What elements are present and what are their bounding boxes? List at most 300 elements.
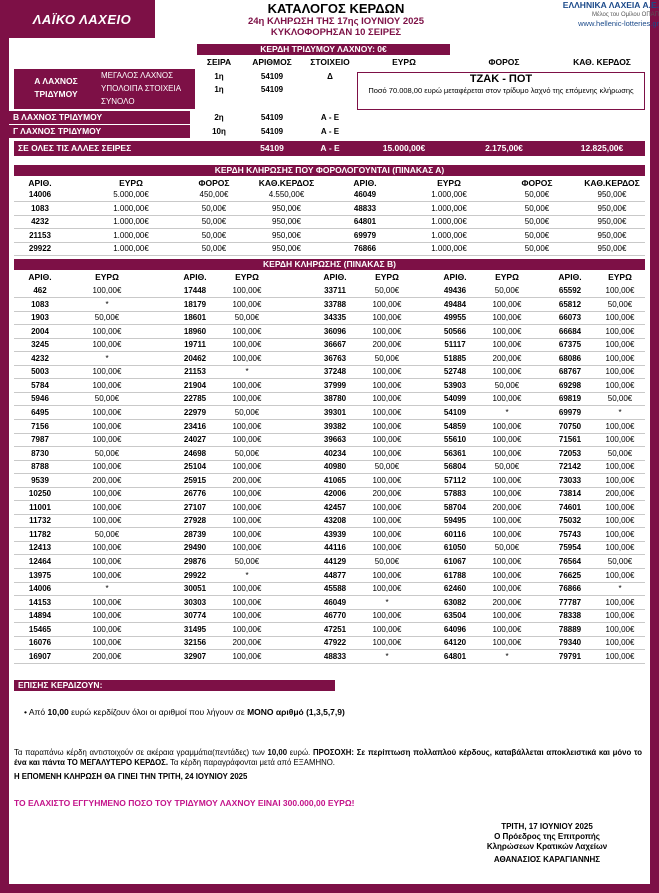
table-b-cell: 76866 [558, 584, 582, 594]
website-link[interactable]: www.hellenic-lotteries.gr [578, 19, 659, 28]
table-b-cell: 57112 [444, 475, 466, 485]
table-b-cell: 60116 [444, 529, 466, 539]
table-b-cell: 43939 [323, 529, 347, 539]
table-b-cell: 11732 [29, 516, 51, 526]
table-b-row-divider [14, 378, 645, 379]
table-b-cell: 100,00€ [232, 584, 262, 594]
table-a-cell: 4.550,00€ [268, 190, 305, 199]
table-b-cell: 100,00€ [605, 502, 635, 512]
table-b-cell: 100,00€ [92, 557, 122, 566]
signature-block [449, 822, 645, 865]
a-row2-seira: 1η [214, 85, 224, 94]
page-title: ΚΑΤΑΛΟΓΟΣ ΚΕΡΔΩΝ [267, 1, 405, 16]
table-b-cell: 100,00€ [232, 516, 262, 526]
table-b-header: ΕΥΡΩ [608, 272, 632, 282]
table-b-cell: 100,00€ [605, 353, 635, 363]
table-b-cell: 64801 [443, 651, 467, 661]
table-b-cell: 100,00€ [92, 421, 122, 431]
table-b-header: ΑΡΙΘ. [323, 272, 347, 282]
table-b-cell: 100,00€ [92, 462, 122, 472]
table-b-cell: 47922 [323, 638, 347, 648]
table-b-cell: 73033 [558, 475, 582, 485]
table-b-cell: 1903 [31, 313, 49, 323]
table-b-cell: 100,00€ [492, 624, 522, 634]
table-b-cell: 100,00€ [605, 597, 635, 607]
table-b-cell: 51117 [444, 340, 466, 350]
table-b-cell: 50,00€ [494, 543, 520, 553]
table-b-cell: 65812 [558, 299, 582, 309]
table-b-cell: 52748 [443, 367, 467, 377]
table-b-cell: 29876 [183, 557, 207, 566]
table-b-cell: 71561 [558, 435, 582, 445]
table-a-cell: 950,00€ [597, 230, 627, 240]
table-b-cell: 100,00€ [492, 584, 522, 594]
table-b-cell: 200,00€ [232, 638, 262, 648]
b-row-element: Α - Ε [320, 113, 340, 122]
table-a-header: ΕΥΡΩ [437, 178, 461, 188]
table-b-row-divider [14, 473, 645, 474]
table-b-cell: 15465 [28, 624, 52, 634]
table-b-cell: 100,00€ [605, 313, 635, 323]
table-b-cell: 18601 [183, 313, 207, 323]
table-b-row-divider [14, 324, 645, 325]
table-b-header: ΕΥΡΩ [235, 272, 259, 282]
table-b-cell: 50,00€ [94, 394, 120, 404]
table-b-cell: 100,00€ [492, 313, 522, 323]
table-a-header: ΑΡΙΘ. [353, 178, 377, 188]
table-b-cell: 54109 [443, 407, 467, 417]
table-b-header: ΑΡΙΘ. [183, 272, 207, 282]
table-a-cell: 29922 [28, 244, 52, 253]
b-row-seira: 2η [214, 113, 224, 122]
table-b-cell: 100,00€ [92, 570, 122, 580]
table-b-cell: 4232 [31, 353, 49, 363]
col-header-number: ΑΡΙΘΜΟΣ [252, 57, 292, 67]
table-b-cell: 100,00€ [92, 367, 122, 377]
table-b-cell: 50,00€ [94, 529, 120, 539]
table-b-cell: * [105, 353, 109, 363]
table-b-cell: 100,00€ [232, 353, 262, 363]
table-b-cell: 100,00€ [92, 624, 122, 634]
table-b-cell: 41065 [323, 475, 347, 485]
table-b-row-divider [14, 663, 645, 664]
table-a-cell: 1.000,00€ [113, 244, 149, 253]
table-b-cell: 100,00€ [92, 407, 122, 417]
table-b-cell: 100,00€ [605, 529, 635, 539]
table-b-cell: 100,00€ [605, 326, 635, 336]
table-b-cell: 42457 [323, 502, 347, 512]
table-b-row-divider [14, 622, 645, 623]
col-header-tax: ΦΟΡΟΣ [488, 57, 520, 67]
table-a-cell: 1.000,00€ [431, 203, 467, 213]
table-b-cell: 17448 [183, 286, 207, 295]
table-a-cell: 450,00€ [199, 190, 229, 199]
table-b-cell: 46049 [323, 597, 347, 607]
a-row2-number: 54109 [260, 85, 284, 94]
table-b-cell: 63082 [443, 597, 467, 607]
table-b-cell: 68086 [558, 353, 582, 363]
table-b-cell: 50,00€ [234, 448, 260, 458]
table-b-cell: 100,00€ [92, 286, 122, 295]
table-b-cell: 200,00€ [92, 475, 122, 485]
table-b-cell: * [505, 407, 509, 417]
table-b-cell: 45588 [323, 584, 347, 594]
table-b-cell: 50,00€ [374, 557, 400, 566]
table-a-cell: 950,00€ [272, 230, 301, 240]
table-b-cell: 62460 [443, 584, 467, 594]
table-b-cell: 100,00€ [492, 421, 522, 431]
all-series-row [14, 141, 645, 156]
table-b-cell: 12413 [28, 543, 52, 553]
table-b-cell: 64120 [443, 638, 467, 648]
table-b-cell: 29490 [183, 543, 207, 553]
table-b-cell: 64096 [443, 624, 467, 634]
table-b-cell: 39382 [323, 421, 347, 431]
table-b-cell: 100,00€ [372, 435, 402, 445]
table-a-cell: 50,00€ [524, 230, 550, 240]
table-b-cell: 100,00€ [232, 597, 262, 607]
table-b-row-divider [14, 338, 645, 339]
table-b-cell: 16076 [28, 638, 52, 648]
table-b-cell: 28739 [183, 529, 207, 539]
table-b-row-divider [14, 487, 645, 488]
table-b-cell: 200,00€ [372, 489, 402, 499]
triple-winnings-bar: ΚΕΡΔΗ ΤΡΙΔΥΜΟΥ ΛΑΧΝΟΥ: 0€ [197, 44, 450, 55]
table-b-row-divider [14, 514, 645, 515]
table-b-cell: 100,00€ [372, 407, 402, 417]
signature-role1: Ο Πρόεδρος της Επιτροπής [494, 832, 600, 841]
table-b-cell: 69979 [558, 407, 582, 417]
table-b-cell: * [505, 651, 509, 661]
table-b-cell: 100,00€ [605, 624, 635, 634]
table-b-cell: 2004 [31, 326, 49, 336]
also-win-bar: ΕΠΙΣΗΣ ΚΕΡΔΙΖΟΥΝ: [14, 680, 335, 691]
table-b-cell: 100,00€ [605, 380, 635, 390]
table-b-cell: 100,00€ [92, 326, 122, 336]
table-b-cell: 50,00€ [607, 557, 633, 566]
table-b-cell: 200,00€ [372, 340, 402, 350]
table-b-cell: 79791 [558, 651, 582, 661]
table-b-header: ΕΥΡΩ [95, 272, 119, 282]
table-b-cell: 100,00€ [492, 489, 522, 499]
table-b-cell: 100,00€ [232, 394, 262, 404]
table-b-cell: * [618, 584, 622, 594]
table-b-row-divider [14, 365, 645, 366]
table-b-cell: 100,00€ [232, 340, 262, 350]
table-b-cell: 56804 [443, 462, 467, 472]
table-b-cell: 21904 [183, 380, 207, 390]
table-b-header: ΑΡΙΘ. [28, 272, 52, 282]
table-b-header: ΕΥΡΩ [375, 272, 399, 282]
table-b-cell: 200,00€ [492, 502, 522, 512]
table-b-cell: 100,00€ [92, 597, 122, 607]
table-a-cell: 69979 [353, 230, 377, 240]
table-b-row-divider [14, 554, 645, 555]
table-b-cell: 100,00€ [605, 570, 635, 580]
table-b-cell: 100,00€ [372, 502, 402, 512]
table-b-cell: * [385, 651, 389, 661]
table-b-cell: 100,00€ [605, 611, 635, 621]
table-b-cell: 21153 [184, 367, 206, 377]
table-b-cell: 3245 [31, 340, 49, 350]
table-b-row-divider [14, 433, 645, 434]
table-a-cell: 64801 [353, 217, 377, 226]
table-b-cell: 49955 [443, 313, 467, 323]
table-b-cell: 29922 [183, 570, 207, 580]
table-b-cell: 22785 [183, 394, 207, 404]
table-a-row-divider [14, 255, 645, 256]
table-b-cell: 100,00€ [605, 421, 635, 431]
all-series-net: 12.825,00€ [580, 143, 624, 153]
table-b-cell: 100,00€ [232, 529, 262, 539]
table-b-cell: 50,00€ [494, 380, 520, 390]
table-b-cell: 10250 [28, 489, 52, 499]
table-b-cell: 100,00€ [232, 651, 262, 661]
table-b-header: ΑΡΙΘ. [558, 272, 582, 282]
table-b-cell: 30774 [183, 611, 207, 621]
table-a-cell: 50,00€ [201, 244, 227, 253]
table-a-cell: 950,00€ [597, 190, 627, 199]
table-b-cell: 100,00€ [492, 475, 522, 485]
table-b-cell: 66684 [558, 326, 582, 336]
table-b-cell: 100,00€ [492, 340, 522, 350]
table-b-cell: 44116 [324, 543, 346, 553]
table-b-cell: 100,00€ [232, 462, 262, 472]
table-b-cell: 38780 [323, 394, 347, 404]
a-lachnos-label: Α ΛΑΧΝΟΣ ΤΡΙΔΥΜΟΥ [14, 69, 98, 109]
table-b-cell: 100,00€ [492, 611, 522, 621]
table-b-cell: 100,00€ [492, 435, 522, 445]
col-header-euro: ΕΥΡΩ [392, 57, 416, 67]
a-lachnos-sublabels: ΜΕΓΑΛΟΣ ΛΑΧΝΟΣ ΥΠΟΛΟΙΠΑ ΣΤΟΙΧΕΙΑ ΣΥΝΟΛΟ [98, 69, 195, 109]
all-series-label: ΣΕ ΟΛΕΣ ΤΙΣ ΑΛΛΕΣ ΣΕΙΡΕΣ [18, 143, 132, 153]
table-b-row-divider [14, 609, 645, 610]
table-b-cell: 27928 [183, 516, 207, 526]
table-a-cell: 50,00€ [201, 217, 227, 226]
table-b-cell: 66073 [558, 313, 582, 323]
table-b-cell: 100,00€ [232, 435, 262, 445]
table-b-cell: 100,00€ [605, 462, 635, 472]
table-b-cell: 50566 [443, 326, 467, 336]
table-b-cell: 25104 [183, 462, 207, 472]
table-b-cell: 100,00€ [372, 475, 402, 485]
table-b-row-divider [14, 568, 645, 569]
table-b-cell: 100,00€ [232, 286, 262, 295]
next-draw-notice: Η ΕΠΟΜΕΝΗ ΚΛΗΡΩΣΗ ΘΑ ΓΙΝΕΙ ΤΗΝ ΤΡΙΤΗ, 24 ΙΟΥΝΙΟΥ 2025 [14, 772, 248, 781]
table-b-cell: 40980 [323, 462, 347, 472]
table-b-cell: 7987 [31, 435, 49, 445]
table-b-cell: 8730 [31, 448, 49, 458]
table-b-cell: 100,00€ [492, 516, 522, 526]
table-b-cell: 100,00€ [605, 435, 635, 445]
table-a-cell: 950,00€ [272, 244, 301, 253]
table-a-cell: 5.000,00€ [113, 190, 149, 199]
table-b-cell: 57883 [443, 489, 467, 499]
table-b-cell: 100,00€ [92, 516, 122, 526]
table-b-cell: 13975 [28, 570, 52, 580]
table-b-cell: 100,00€ [372, 448, 402, 458]
table-b-cell: * [105, 299, 109, 309]
col-header-seira: ΣΕΙΡΑ [206, 57, 232, 67]
table-b-cell: 200,00€ [232, 475, 262, 485]
table-b-header: ΕΥΡΩ [495, 272, 519, 282]
table-b-cell: * [245, 570, 249, 580]
table-b-cell: 53903 [443, 380, 467, 390]
table-b-cell: 50,00€ [374, 353, 400, 363]
table-b-cell: 100,00€ [605, 340, 635, 350]
table-b-cell: 31495 [183, 624, 207, 634]
table-b-cell: 75954 [558, 543, 582, 553]
table-b-cell: 50,00€ [234, 407, 260, 417]
table-b-cell: 100,00€ [232, 299, 262, 309]
table-a-cell: 76866 [353, 244, 377, 253]
table-b-cell: 100,00€ [605, 651, 635, 661]
all-series-element: Α - Ε [320, 143, 340, 153]
table-b-cell: 100,00€ [492, 299, 522, 309]
table-b-cell: 69819 [558, 394, 582, 404]
table-b-cell: 50,00€ [94, 313, 120, 323]
table-b-cell: 100,00€ [372, 529, 402, 539]
table-b-cell: 100,00€ [492, 529, 522, 539]
table-b-cell: 30303 [183, 597, 207, 607]
table-b-row-divider [14, 636, 645, 637]
table-b-cell: 5003 [31, 367, 49, 377]
table-a-cell: 14006 [28, 190, 52, 199]
table-b-cell: 200,00€ [605, 489, 635, 499]
table-b-cell: 32156 [183, 638, 207, 648]
table-b-cell: 39663 [323, 435, 347, 445]
table-a-cell: 50,00€ [524, 244, 550, 253]
table-b-row-divider [14, 595, 645, 596]
table-b-cell: 77787 [558, 597, 582, 607]
table-b-cell: 73814 [558, 489, 582, 499]
table-b-cell: 75743 [558, 529, 582, 539]
table-b-cell: 1083 [31, 299, 49, 309]
table-a-row-divider [14, 242, 645, 243]
table-b-cell: 100,00€ [372, 299, 402, 309]
document-header [204, 2, 468, 38]
table-b-cell: 100,00€ [372, 421, 402, 431]
table-b-cell: 100,00€ [92, 502, 122, 512]
table-a-row-divider [14, 201, 645, 202]
table-a-cell: 1.000,00€ [113, 203, 149, 213]
table-b-row-divider [14, 527, 645, 528]
table-b-cell: 100,00€ [605, 367, 635, 377]
c-row-seira: 10η [212, 127, 226, 136]
table-b-cell: 100,00€ [232, 611, 262, 621]
jackpot-title: ΤΖΑΚ - ΠΟΤ [469, 73, 533, 85]
table-b-cell: 100,00€ [372, 380, 402, 390]
table-b-cell: 100,00€ [372, 543, 402, 553]
table-b-cell: 47251 [323, 624, 347, 634]
table-b-cell: 50,00€ [494, 462, 520, 472]
table-a-cell: 950,00€ [272, 203, 301, 213]
series-info: ΚΥΚΛΟΦΟΡΗΣΑΝ 10 ΣΕΙΡΕΣ [270, 27, 402, 38]
table-b-cell: 55610 [443, 435, 467, 445]
table-b-cell: 78338 [558, 611, 582, 621]
table-b-cell: 100,00€ [372, 313, 402, 323]
b-row-number: 54109 [260, 113, 284, 122]
all-series-euro: 15.000,00€ [382, 143, 426, 153]
table-b-cell: 50,00€ [94, 448, 120, 458]
table-b-cell: 462 [33, 286, 47, 295]
table-a-cell: 950,00€ [597, 203, 627, 213]
table-b-cell: 14894 [28, 611, 52, 621]
table-b-cell: 100,00€ [492, 367, 522, 377]
table-b-cell: 65592 [558, 286, 582, 295]
table-b-cell: 23416 [183, 421, 207, 431]
table-b-cell: 100,00€ [232, 624, 262, 634]
table-b-cell: 100,00€ [492, 557, 522, 566]
table-b-cell: 100,00€ [232, 380, 262, 390]
table-b-bar: ΚΕΡΔΗ ΚΛΗΡΩΣΗΣ (ΠΙΝΑΚΑΣ Β) [14, 259, 645, 270]
table-b-cell: 49436 [443, 286, 467, 295]
table-b-cell: 24027 [183, 435, 207, 445]
table-b-cell: 32907 [183, 651, 207, 661]
table-b-row-divider [14, 500, 645, 501]
laiko-laxeio-logo: ΛΑΪΚΟ ΛΑΧΕΙΟ [9, 0, 155, 38]
table-a-cell: 50,00€ [524, 217, 550, 226]
table-b-cell: 54859 [443, 421, 467, 431]
table-b-cell: 100,00€ [92, 543, 122, 553]
signature-name: ΑΘΑΝΑΣΙΟΣ ΚΑΡΑΓΙΑΝΝΗΣ [493, 855, 601, 864]
table-b-cell: 42006 [323, 489, 347, 499]
table-b-cell: 72142 [558, 462, 582, 472]
table-b-cell: 54099 [443, 394, 467, 404]
a-row1-seira: 1η [214, 72, 224, 81]
org-subtitle: Μέλος του Ομίλου ΟΠΑΠ [591, 12, 659, 18]
table-b-cell: 100,00€ [372, 367, 402, 377]
table-a-cell: 4232 [31, 217, 49, 226]
table-b-cell: 44129 [323, 557, 347, 566]
table-b-cell: 100,00€ [372, 638, 402, 648]
table-b-cell: 100,00€ [92, 380, 122, 390]
table-b-cell: 70750 [558, 421, 582, 431]
table-a-cell: 1.000,00€ [431, 217, 467, 226]
table-b-cell: 100,00€ [232, 543, 262, 553]
table-b-cell: 100,00€ [605, 543, 635, 553]
table-b-cell: 18960 [183, 326, 207, 336]
all-series-number: 54109 [260, 143, 284, 153]
table-b-cell: 100,00€ [372, 611, 402, 621]
table-b-cell: 58704 [443, 502, 467, 512]
table-b-cell: 59495 [443, 516, 467, 526]
table-b-cell: 76625 [558, 570, 582, 580]
table-b-cell: 43208 [323, 516, 347, 526]
table-b-cell: 44877 [323, 570, 347, 580]
jackpot-text: Ποσό 70.008,00 ευρώ μεταφέρεται στον τρίδυμο λαχνό της επόμενης κλήρωσης [368, 86, 634, 95]
table-b-cell: 75032 [558, 516, 582, 526]
table-b-cell: 61050 [443, 543, 467, 553]
table-b-row-divider [14, 351, 645, 352]
table-b-cell: 61067 [443, 557, 467, 566]
table-a-cell: 50,00€ [524, 190, 550, 199]
table-b-cell: 27107 [183, 502, 207, 512]
table-b-cell: 100,00€ [232, 326, 262, 336]
table-b-cell: 11001 [29, 502, 51, 512]
table-b-cell: 40234 [323, 448, 347, 458]
table-b-cell: 100,00€ [492, 448, 522, 458]
table-b-cell: 100,00€ [492, 638, 522, 648]
table-b-row-divider [14, 460, 645, 461]
table-a-cell: 48833 [353, 203, 377, 213]
table-b-cell: 14006 [28, 584, 52, 594]
table-b-cell: 100,00€ [605, 638, 635, 648]
table-b-row-divider [14, 541, 645, 542]
c-lachnos-label: Γ ΛΑΧΝΟΣ ΤΡΙΔΥΜΟΥ [9, 125, 190, 138]
table-b-cell: 33711 [324, 286, 346, 295]
a-row1-element: Δ [327, 72, 333, 81]
